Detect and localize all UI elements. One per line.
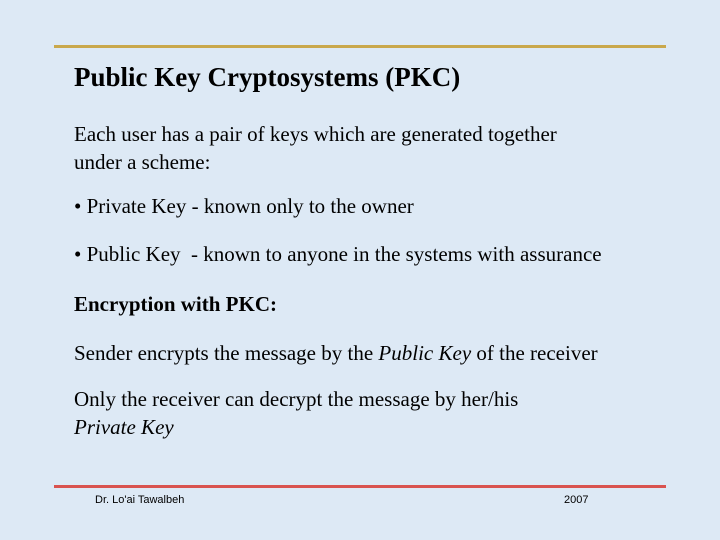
intro-line-1: Each user has a pair of keys which are generated together [74,122,557,146]
decrypt-emphasis: Private Key [74,415,174,439]
bullet-private-key [74,192,694,220]
top-divider [54,45,666,48]
footer-year: 2007 [564,494,589,506]
encryption-heading: Encryption with PKC: [74,292,278,316]
bullet-marker: • [74,194,82,218]
intro-line-2: under a scheme: [74,150,211,174]
decrypt-sentence [74,385,694,441]
sender-sentence [74,339,694,367]
slide-title: Public Key Cryptosystems (PKC) [74,62,461,92]
intro-paragraph [74,120,694,176]
sender-text-after: of the receiver [471,341,598,365]
decrypt-text-before: Only the receiver can decrypt the message by her/his [74,387,519,411]
sender-emphasis: Public Key [378,341,472,365]
bullet-text: Public Key - known to anyone in the systems with assurance [86,242,602,266]
bottom-divider [54,485,666,488]
bullet-marker: • [74,242,82,266]
sender-text-before: Sender encrypts the message by the [74,341,379,365]
bullet-public-key [74,240,694,268]
footer-author: Dr. Lo'ai Tawalbeh [95,494,185,506]
bullet-text: Private Key - known only to the owner [86,194,414,218]
